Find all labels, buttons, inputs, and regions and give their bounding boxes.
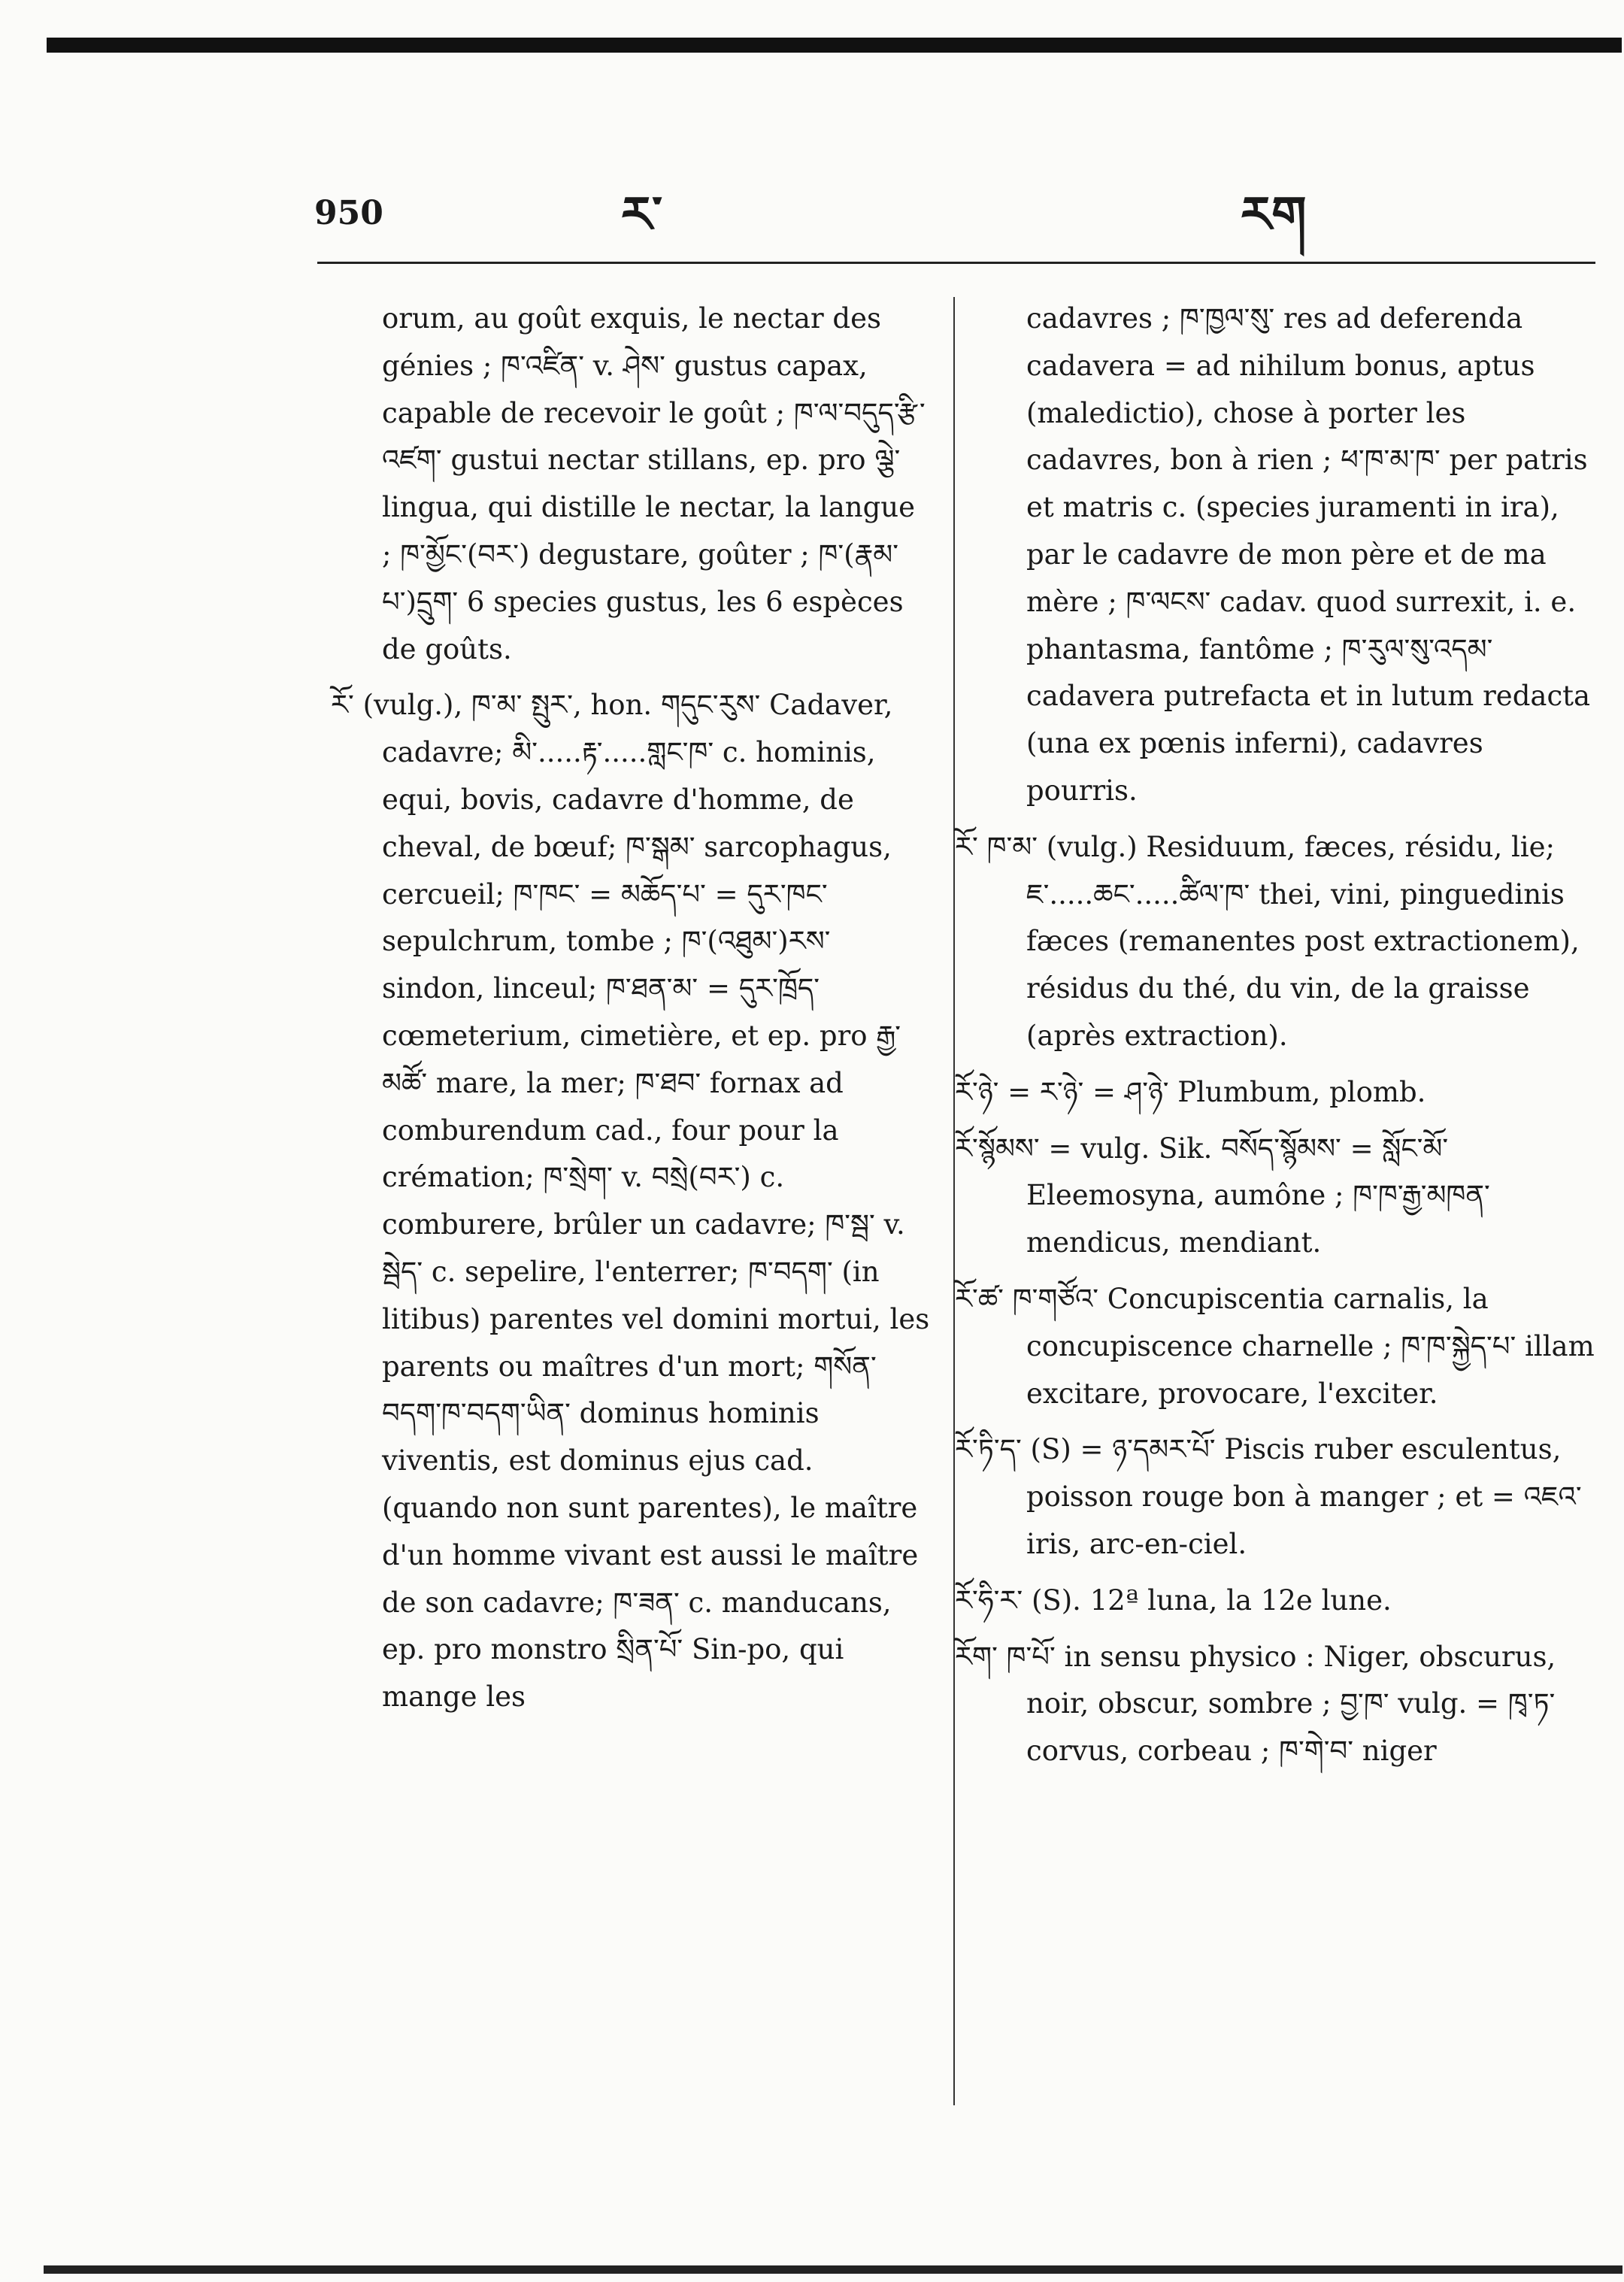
right-column xyxy=(955,295,1598,1784)
left-column xyxy=(331,295,932,1730)
page-number: 950 xyxy=(314,194,383,232)
guide-word-right: རག xyxy=(1241,185,1307,244)
guide-word-left: ར་ xyxy=(621,185,662,244)
header-rule xyxy=(317,262,1595,264)
dictionary-entry: རོ་ཚ་ ཁ་གཙོའ་ Concupiscentia carnalis, la concupiscence charnelle ; ཁ་ཁ་སྐྱེད་པ་ illam excitare, provocare, l'exciter. xyxy=(955,1282,1595,1410)
dictionary-entry: རོ་ཧི་ར་ (S). 12ª luna, la 12e lune. xyxy=(955,1583,1392,1617)
dictionary-entry: རོ་ (vulg.), ཁ་མ་ སྤུར་, hon. གདུང་རུས་ Cadaver, cadavre; མི་.....རྟ་.....གླང་ཁ་ c. hominis, equi, bovis, cadavre d'homme, de cheval, de bœuf; ཁ་སྒམ་ sarcophagus, cercueil; ཁ་ཁང་ = མཆོད་པ་ = དུར་ཁང་ sepulchrum, tombe ; ཁ་(འཐུམ་)རས་ sindon, linceul; ཁ་ཐན་མ་ = དུར་ཁྲོད་ cœmeterium, cimetière, et ep. pro རྒྱ་མཚོ་ mare, la mer; ཁ་ཐབ་ fornax ad comburendum cad., four pour la crémation; ཁ་སྲེག་ v. བསྲེ(བར་) c. comburere, brûler un cadavre; ཁ་སྦ་ v. སྦེད་ c. sepelire, l'enterrer; ཁ་བདག་ (in litibus) parentes vel domini mortui, les parents ou maîtres d'un mort; གསོན་བདག་ཁ་བདག་ཡིན་ dominus hominis viventis, est dominus ejus cad. (quando non sunt parentes), le maître d'un homme vivant est aussi le maître de son cadavre; ཁ་ཟན་ c. manducans, ep. pro monstro སྲིན་པོ་ Sin-po, qui mange les xyxy=(331,689,930,1714)
dictionary-entry: རོ་ ཁ་མ་ (vulg.) Residuum, fæces, résidu, lie; ཇ་.....ཆང་.....ཚིལ་ཁ་ thei, vini, pinguedinis fæces (remanentes post extractionem), résidus du thé, du vin, de la graisse (après extraction). xyxy=(955,830,1580,1052)
dictionary-entry: རོག་ ཁ་པོ་ in sensu physico : Niger, obscurus, noir, obscur, sombre ; བྱ་ཁ་ vulg. = ཁྭ་ཏ་ corvus, corbeau ; ཁ་གེ་བ་ niger xyxy=(955,1640,1556,1768)
bottom-border-rule xyxy=(44,2265,1622,2274)
dictionary-entry: རོ་ཉེ་ = ར་ཉེ་ = ཤ་ཉེ་ Plumbum, plomb. xyxy=(955,1075,1426,1108)
dictionary-entry: རོ་ཏི་ད་ (S) = ཉ་དམར་པོ་ Piscis ruber esculentus, poisson rouge bon à manger ; et = འཇའ་ iris, arc-en-ciel. xyxy=(955,1433,1582,1560)
top-border-rule xyxy=(47,38,1622,53)
dictionary-entry: cadavres ; ཁ་ཁྱལ་སུ་ res ad deferenda cadavera = ad nihilum bonus, aptus (maledictio), chose à porter les cadavres, bon à rien ; ཕ་ཁ་མ་ཁ་ per patris et matris c. (species juramenti in ira), par le cadavre de mon père et de ma mère ; ཁ་ལངས་ cadav. quod surrexit, i. e. phantasma, fantôme ; ཁ་རུལ་སུ་འདམ་ cadavera putrefacta et in lutum redacta (una ex pœnis inferni), cadavres pourris. xyxy=(1026,302,1591,807)
dictionary-entry: རོ་སྙོམས་ = vulg. Sik. བསོད་སྙོམས་ = སློང་མོ་ Eleemosyna, aumône ; ཁ་ཁ་རྒྱ་མཁན་ mendicus, mendiant. xyxy=(955,1132,1490,1259)
dictionary-entry: orum, au goût exquis, le nectar des génies ; ཁ་འཛིན་ v. ཤེས་ gustus capax, capable de recevoir le goût ; ཁ་ལ་བདུད་རྩི་འཛག་ gustui nectar stillans, ep. pro ལྕེ་ lingua, qui distille le nectar, la langue ; ཁ་མྱོང་(བར་) degustare, goûter ; ཁ་(རྣམ་པ་)དྲུག་ 6 species gustus, les 6 espèces de goûts. xyxy=(382,302,926,665)
